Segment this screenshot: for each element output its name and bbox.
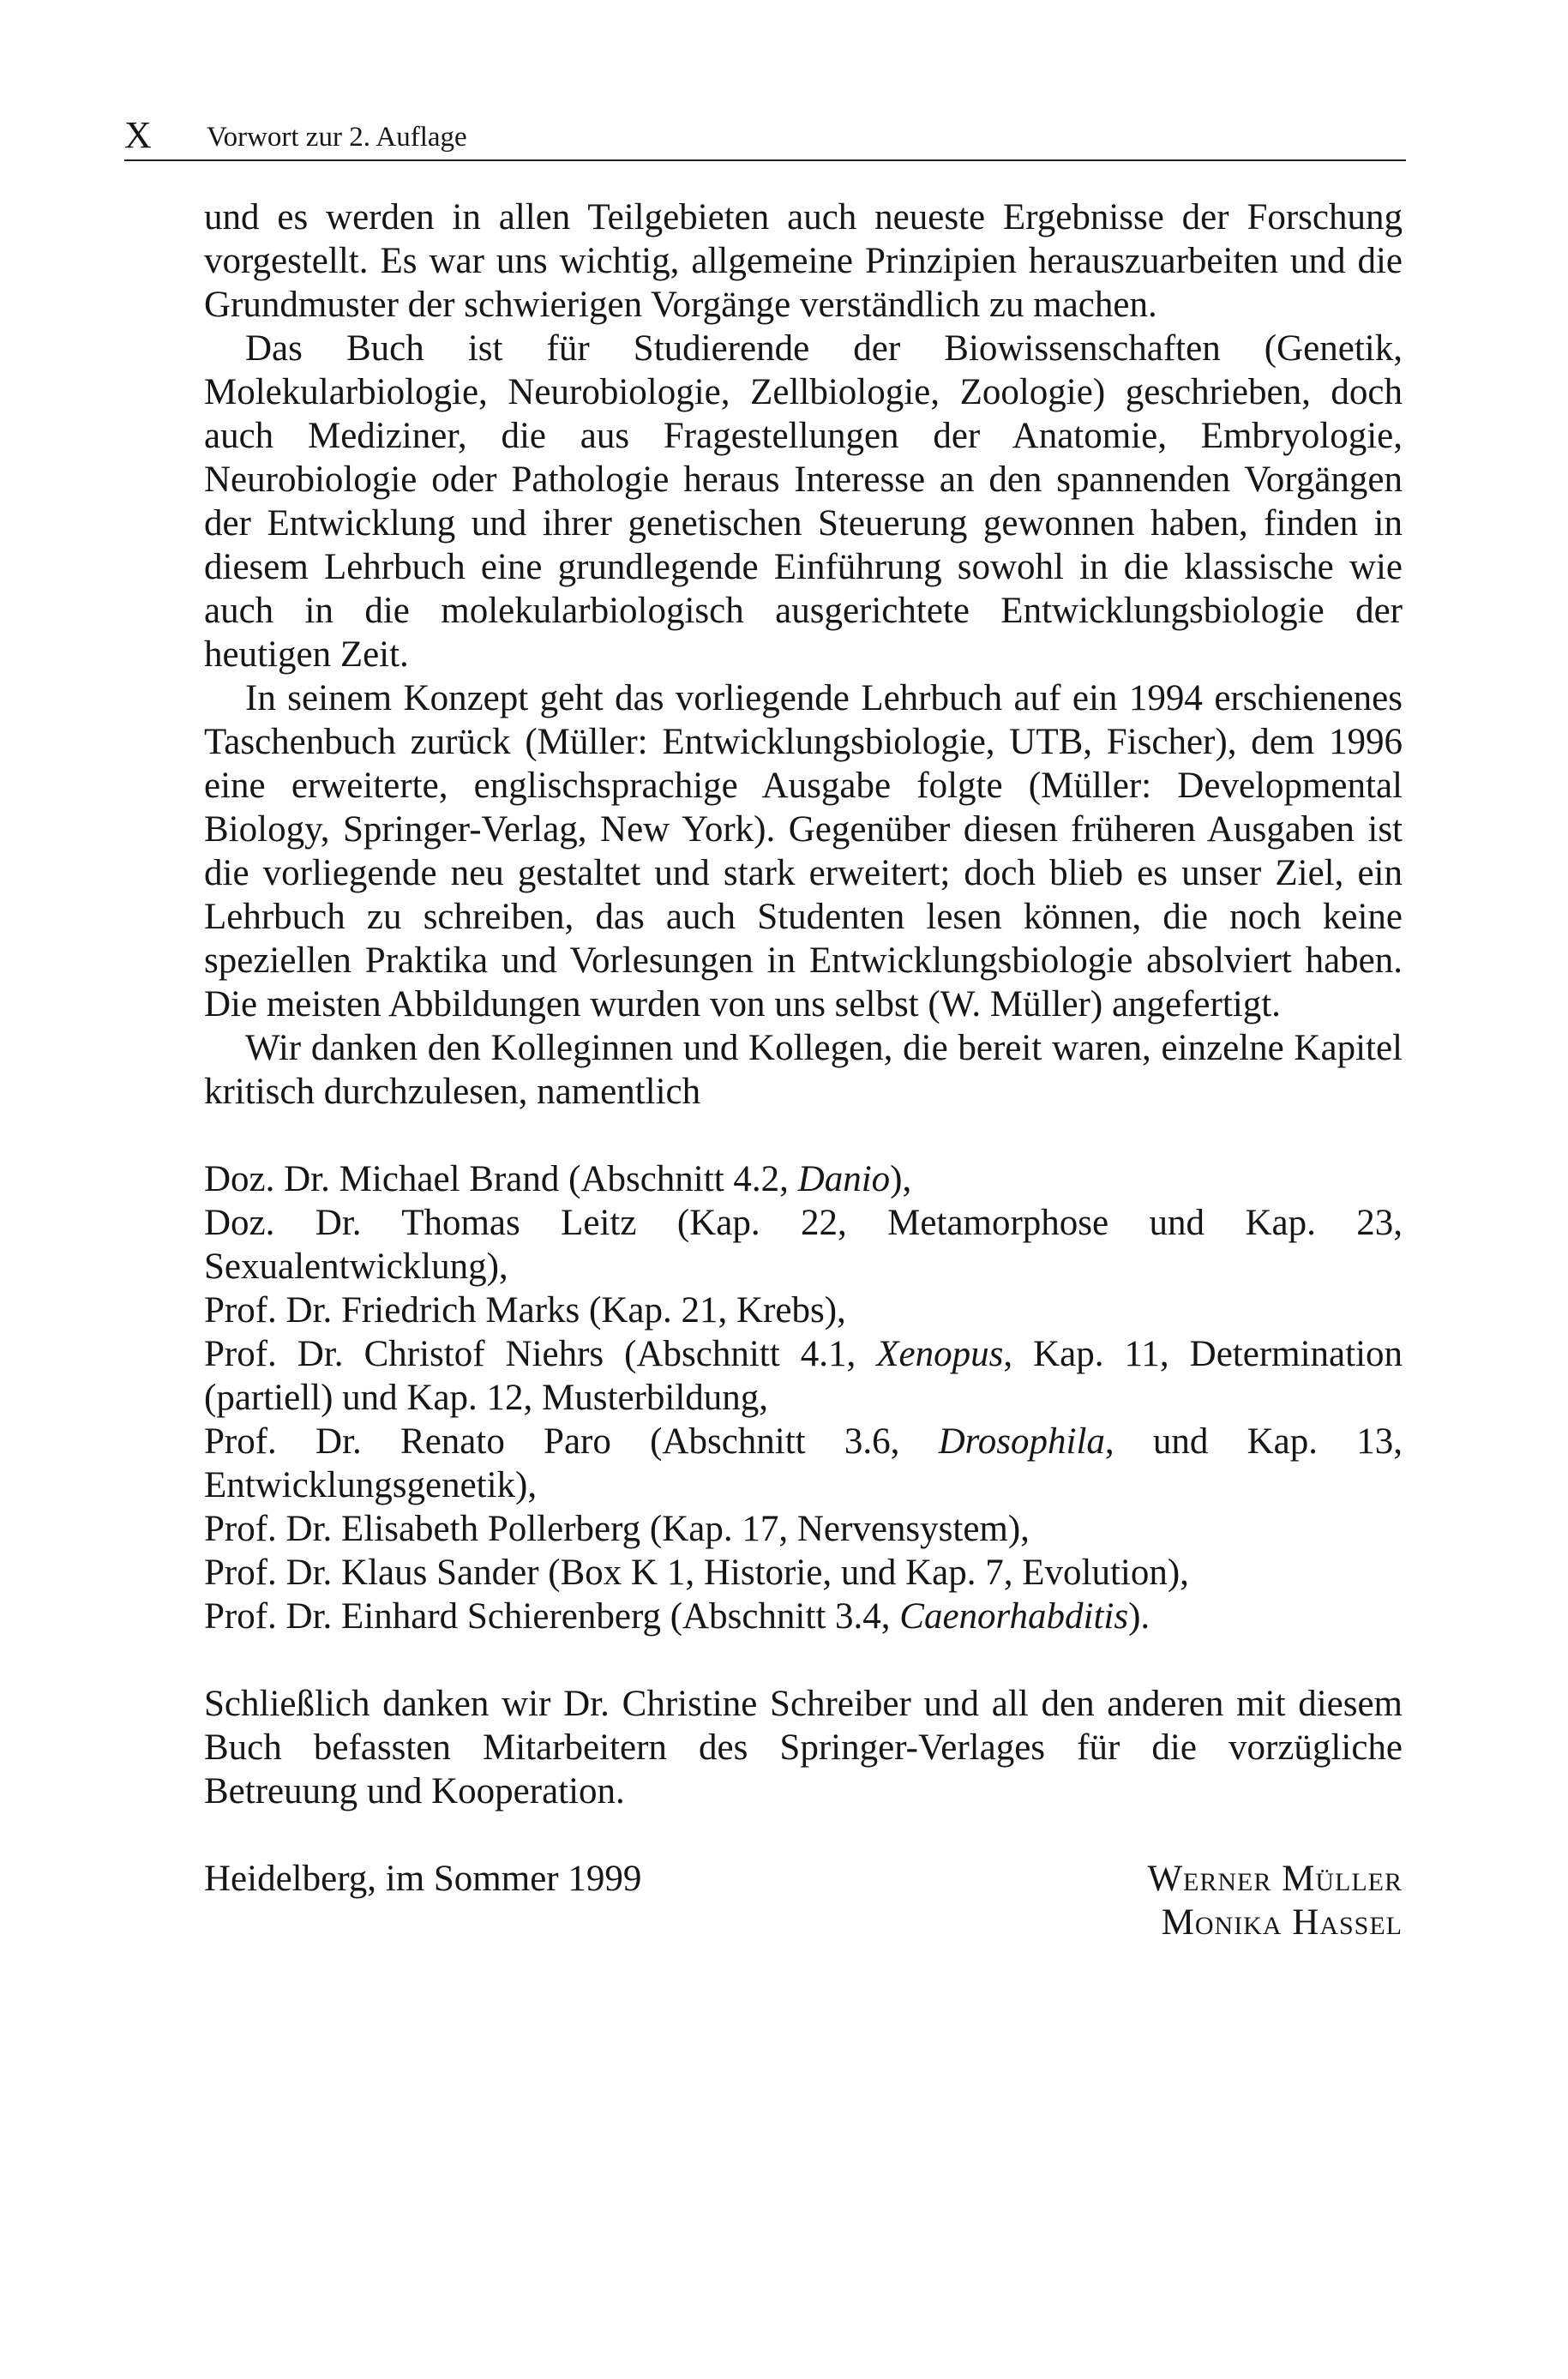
acknowledgement-item <box>204 1157 1403 1201</box>
acknowledgement-item <box>204 1595 1403 1638</box>
paragraph-1: und es werden in allen Teilgebieten auch neueste Ergebnisse der Forschung vorgestellt. Es war uns wichtig, allgemeine Prinzipien herauszuarbeiten und die Grundmuster der schwierigen Vorgänge verständlich zu machen. <box>204 197 1403 325</box>
acknowledgement-text-end: , und Kap. 13, Entwicklungsgenetik), <box>204 1421 1403 1505</box>
author-list <box>1147 1857 1403 1944</box>
acknowledgement-text-end: , Kap. 11, Determination (partiell) und Kap. 12, Musterbildung, <box>204 1334 1403 1418</box>
acknowledgement-text-end: ). <box>1128 1596 1150 1637</box>
paragraph-2: Das Buch ist für Studierende der Biowissenschaften (Genetik, Molekularbiologie, Neurobiologie, Zellbiologie, Zoologie) geschrieben, doch auch Mediziner, die aus Fragestellungen der Anatomie, Embryologie, Neurobiologie oder Pathologie heraus Interesse an den spannenden Vorgängen der Entwicklung und ihrer genetischen Steuerung gewonnen haben, finden in diesem Lehrbuch eine grundlegende Einführung sowohl in die klassische wie auch in die molekularbiologisch ausgerichtete Entwicklungsbiologie der heutigen Zeit. <box>204 328 1403 675</box>
acknowledgement-item <box>204 1507 1403 1551</box>
acknowledgement-text: Prof. Dr. Einhard Schierenberg (Abschnitt 3.4, <box>204 1596 900 1637</box>
running-title: Vorwort zur 2. Auflage <box>207 122 467 153</box>
acknowledgement-item <box>204 1201 1403 1289</box>
acknowledgement-text: Prof. Dr. Renato Paro (Abschnitt 3.6, <box>204 1421 939 1462</box>
acknowledgement-text: Prof. Dr. Elisabeth Pollerberg (Kap. 17, Nervensystem), <box>204 1509 1030 1549</box>
acknowledgement-text: Doz. Dr. Michael Brand (Abschnitt 4.2, <box>204 1159 798 1199</box>
place-date: Heidelberg, im Sommer 1999 <box>204 1859 642 1899</box>
author-name: Monika Hassel <box>1161 1902 1403 1943</box>
acknowledgement-text: Prof. Dr. Klaus Sander (Box K 1, Historie, und Kap. 7, Evolution), <box>204 1553 1189 1593</box>
acknowledgement-organism: Drosophila <box>938 1421 1105 1462</box>
page-body <box>204 195 1403 1944</box>
closing-paragraph: Schließlich danken wir Dr. Christine Schreiber und all den anderen mit diesem Buch befassten Mitarbeitern des Springer-Verlages für die vorzügliche Betreuung und Kooperation. <box>204 1684 1403 1811</box>
acknowledgement-organism: Danio <box>797 1159 891 1199</box>
acknowledgement-text: Doz. Dr. Thomas Leitz (Kap. 22, Metamorphose und Kap. 23, Sexualentwicklung), <box>204 1203 1403 1287</box>
paragraph-4: Wir danken den Kolleginnen und Kollegen, die bereit waren, einzelne Kapitel kritisch durchzulesen, namentlich <box>204 1028 1403 1112</box>
acknowledgement-item <box>204 1289 1403 1332</box>
page-header <box>124 111 1406 161</box>
acknowledgement-text: Prof. Dr. Friedrich Marks (Kap. 21, Krebs), <box>204 1290 846 1331</box>
signoff <box>204 1857 1403 1944</box>
author-name: Werner Müller <box>1147 1859 1403 1899</box>
acknowledgement-organism: Xenopus <box>876 1334 1004 1374</box>
acknowledgement-text-end: ), <box>890 1159 912 1199</box>
acknowledgement-list <box>204 1157 1403 1638</box>
paragraph-3: In seinem Konzept geht das vorliegende Lehrbuch auf ein 1994 erschienenes Taschenbuch zurück (Müller: Entwicklungsbiologie, UTB, Fischer), dem 1996 eine erweiterte, englischsprachige Ausgabe folgte (Müller: Developmental Biology, Springer-Verlag, New York). Gegenüber diesen früheren Ausgaben ist die vorliegende neu gestaltet und stark erweitert; doch blieb es unser Ziel, ein Lehrbuch zu schreiben, das auch Studenten lesen können, die noch keine speziellen Praktika und Vorlesungen in Entwicklungsbiologie absolviert haben. Die meisten Abbildungen wurden von uns selbst (W. Müller) angefertigt. <box>204 678 1403 1024</box>
acknowledgement-item <box>204 1332 1403 1420</box>
page-number: X <box>124 114 152 156</box>
acknowledgement-text: Prof. Dr. Christof Niehrs (Abschnitt 4.1, <box>204 1334 877 1374</box>
acknowledgement-item <box>204 1551 1403 1595</box>
acknowledgement-item <box>204 1420 1403 1507</box>
acknowledgement-organism: Caenorhabditis <box>899 1596 1129 1637</box>
